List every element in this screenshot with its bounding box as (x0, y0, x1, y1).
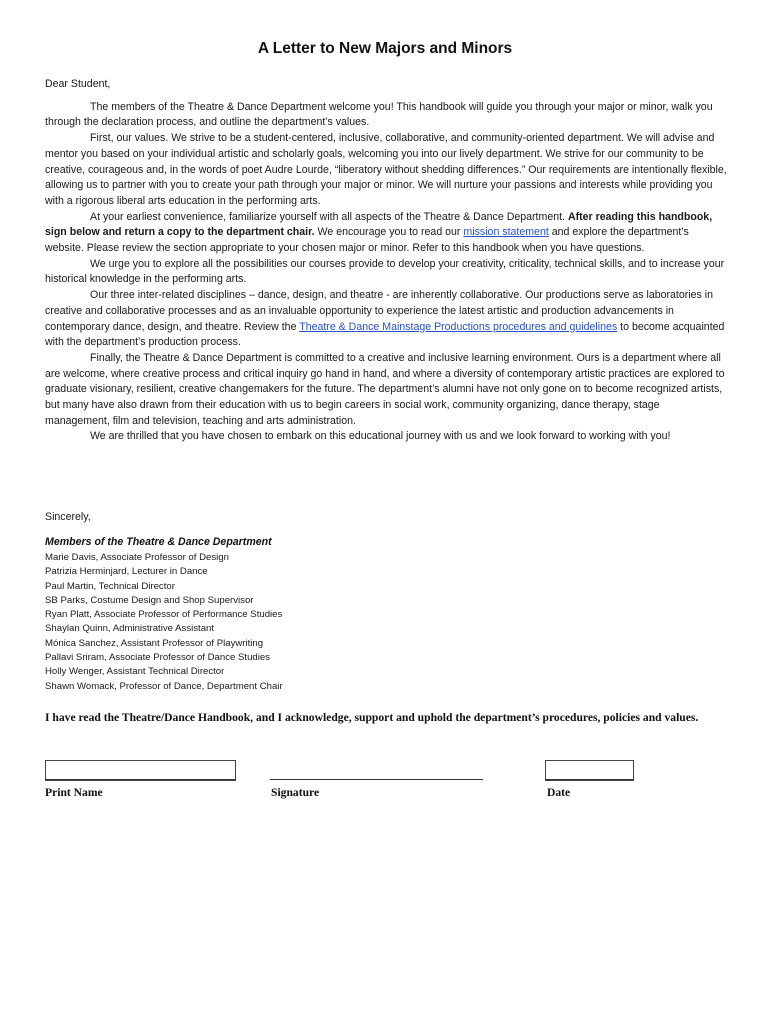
paragraph-inclusive: Finally, the Theatre & Dance Department is committed to a creative and inclusive learning environment. Ours is a department where all are welcome, where creative process and critical inquiry go hand in hand, and where a diversity of contemporary artistic practices are explored to graduate visionary, resilient, creative changemakers for the future. The department’s alumni have not only gone on to become recognized artists, but many have also drawn from their education with us to begin careers in social work, community organizing, dance therapy, stage management, film and television, teaching and arts administration. (45, 351, 725, 427)
paragraph-handbook-text-b: We encourage you to read our (314, 226, 464, 239)
sign-instruction: After reading this handbook, sign below and return a copy to the department chair. (45, 210, 713, 239)
mainstage-procedures-link[interactable]: Theatre & Dance Mainstage Productions procedures and guidelines (299, 320, 618, 333)
members-heading: Members of the Theatre & Dance Department (45, 536, 272, 548)
paragraph-disciplines (45, 288, 727, 351)
letter-title: A Letter to New Majors and Minors (257, 40, 513, 57)
staff-member: Pallavi Sriram, Associate Professor of Dance Studies (45, 652, 271, 664)
staff-member: Paul Martin, Technical Director (45, 580, 175, 592)
print-name-label: Print Name (45, 786, 103, 799)
letter-body (45, 77, 727, 445)
acknowledgement-statement: I have read the Theatre/Dance Handbook, and I acknowledge, support and uphold the department’s procedures, policies and values. (45, 711, 699, 724)
paragraph-thrilled: We are thrilled that you have chosen to embark on this educational journey with us and we look forward to working with you! (90, 430, 671, 443)
paragraph-handbook-text-c: and explore the department’s website. Please review the section appropriate to your chosen major or minor. Refer to this handbook when you have questions. (45, 226, 689, 255)
staff-member: Holly Wenger, Assistant Technical Director (45, 666, 225, 678)
staff-member: Mónica Sanchez, Assistant Professor of Playwriting (45, 637, 264, 649)
paragraph-handbook (45, 210, 727, 257)
signature-line[interactable] (270, 779, 483, 780)
date-underline (545, 779, 634, 780)
paragraph-values: First, our values. We strive to be a student-centered, inclusive, collaborative, and community-oriented department. We will advise and mentor you based on your individual artistic and scholarly goals, welcoming you into our lively department. We strive for our community to be creative, courageous and, in the words of poet Audre Lourde, “liberatory without shedding differences.” Our requirements are intentionally flexible, allowing us to partner with you to create your path through your major or minor. We will nurture your passions and interests while providing you with a rigorous liberal arts education in the performing arts. (45, 132, 727, 207)
date-label: Date (547, 786, 571, 799)
date-field[interactable] (545, 760, 634, 781)
paragraph-handbook-text-a: At your earliest convenience, familiarize yourself with all aspects of the Theatre & Dance Department. (90, 210, 568, 223)
staff-member: Marie Davis, Associate Professor of Design (45, 552, 229, 563)
greeting: Dear Student, (45, 78, 111, 90)
print-name-underline (45, 779, 236, 780)
staff-list (45, 551, 283, 694)
staff-member: Shawn Womack, Professor of Dance, Department Chair (45, 680, 283, 692)
staff-member: Patrizia Herminjard, Lecturer in Dance (45, 566, 208, 578)
print-name-field[interactable] (45, 760, 236, 781)
mission-statement-link[interactable]: mission statement (463, 226, 549, 239)
signature-label: Signature (271, 786, 320, 799)
paragraph-explore: We urge you to explore all the possibilities our courses provide to develop your creativity, criticality, technical skills, and to increase your historical knowledge in the performing arts. (45, 257, 725, 286)
paragraph-welcome: The members of the Theatre & Dance Department welcome you! This handbook will guide you through your major or minor, walk you through the declaration process, and outline the department’s values. (45, 100, 713, 129)
staff-member: Shaylan Quinn, Administrative Assistant (45, 623, 215, 635)
staff-member: SB Parks, Costume Design and Shop Supervisor (45, 594, 254, 606)
closing: Sincerely, (45, 511, 91, 523)
paragraph-disciplines-text-b: to become acquainted with the department’s production process. (45, 320, 725, 349)
staff-member: Ryan Platt, Associate Professor of Performance Studies (45, 609, 283, 621)
paragraph-disciplines-text-a: Our three inter-related disciplines – dance, design, and theatre - are inherently collaborative. Our productions serve as laboratories in creative and collaborative processes and as an invaluable opportunity to experience the latest artistic and production advancements in contemporary dance, design, and theatre. Review the (45, 289, 714, 333)
